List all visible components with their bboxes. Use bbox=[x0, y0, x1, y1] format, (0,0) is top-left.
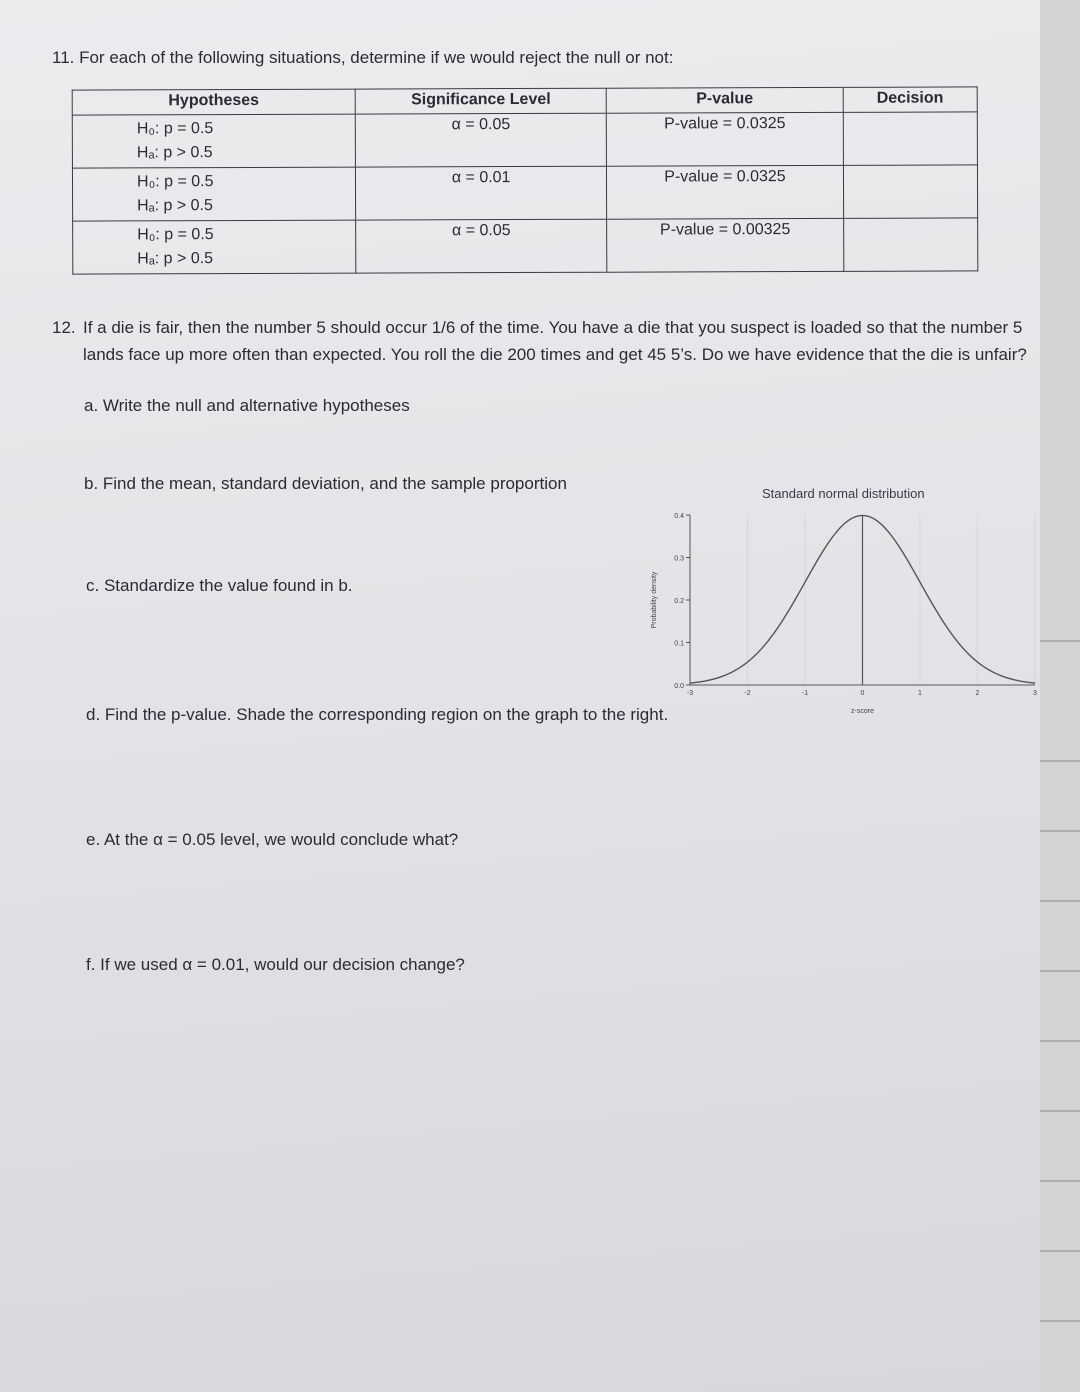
alt-hypothesis: Hₐ: p > 0.5 bbox=[136, 144, 213, 162]
x-tick-label: -3 bbox=[686, 690, 694, 697]
alt-hypothesis: Hₐ: p > 0.5 bbox=[137, 197, 213, 215]
edge-rule bbox=[1040, 1250, 1080, 1252]
edge-rule bbox=[1040, 1110, 1080, 1112]
normal-distribution-chart[interactable] bbox=[640, 500, 1050, 730]
part-f: f. If we used α = 0.01, would our decision change? bbox=[86, 955, 465, 974]
part-c: c. Standardize the value found in b. bbox=[86, 576, 353, 595]
header-pvalue: P-value bbox=[606, 87, 842, 113]
header-decision: Decision bbox=[843, 87, 977, 112]
y-axis-label: Probability density bbox=[651, 571, 658, 629]
hypotheses-cell bbox=[72, 167, 355, 221]
pvalue-cell: P-value = 0.00325 bbox=[607, 218, 844, 272]
y-tick-label: 0.4 bbox=[674, 513, 684, 520]
question-11-prompt: 11. For each of the following situations, determine if we would reject the null or not: bbox=[52, 48, 674, 67]
edge-rule bbox=[1040, 1320, 1080, 1322]
header-significance: Significance Level bbox=[355, 88, 606, 114]
part-a: a. Write the null and alternative hypotheses bbox=[84, 396, 410, 415]
edge-rule bbox=[1040, 1180, 1080, 1182]
alpha-cell: α = 0.05 bbox=[355, 113, 606, 167]
pvalue-cell: P-value = 0.0325 bbox=[607, 112, 844, 166]
decision-cell[interactable] bbox=[843, 165, 977, 218]
null-hypothesis: H₀: p = 0.5 bbox=[136, 173, 214, 191]
edge-rule bbox=[1040, 970, 1080, 972]
x-tick-label: -2 bbox=[744, 690, 751, 697]
decision-cell[interactable] bbox=[843, 218, 977, 271]
y-tick-label: 0.0 bbox=[674, 683, 684, 690]
chart-title: Standard normal distribution bbox=[762, 486, 925, 501]
table-header-row bbox=[72, 87, 977, 115]
alpha-cell: α = 0.01 bbox=[355, 166, 606, 220]
y-tick-label: 0.1 bbox=[674, 640, 684, 648]
hypotheses-cell bbox=[72, 114, 355, 168]
edge-rule bbox=[1040, 900, 1080, 902]
question-text: If a die is fair, then the number 5 should occur 1/6 of the time. You have a die that you suspect is loaded so that the number 5 lands face up more often than expected. You roll the die 200 times and get 45 5’s. Do we have evidence that the die is unfair? bbox=[83, 318, 1027, 364]
x-axis-label: z-score bbox=[851, 708, 874, 715]
part-d: d. Find the p-value. Shade the corresponding region on the graph to the right. bbox=[86, 705, 669, 724]
null-hypothesis: H₀: p = 0.5 bbox=[136, 120, 214, 138]
hypothesis-table bbox=[72, 86, 979, 274]
x-tick-label: 1 bbox=[918, 690, 922, 697]
table-row bbox=[72, 112, 977, 168]
x-tick-label: -1 bbox=[801, 690, 809, 697]
table-row bbox=[72, 165, 977, 221]
pvalue-cell: P-value = 0.0325 bbox=[607, 165, 844, 219]
header-hypotheses: Hypotheses bbox=[72, 89, 355, 115]
x-tick-label: 0 bbox=[860, 690, 865, 697]
question-12-prompt bbox=[52, 314, 1052, 368]
alt-hypothesis: Hₐ: p > 0.5 bbox=[137, 250, 214, 268]
edge-rule bbox=[1040, 760, 1080, 762]
edge-rule bbox=[1040, 830, 1080, 832]
question-number: 12. bbox=[52, 318, 76, 337]
x-tick-label: 3 bbox=[1033, 690, 1037, 697]
x-tick-label: 2 bbox=[975, 690, 980, 697]
decision-cell[interactable] bbox=[843, 112, 977, 165]
y-tick-label: 0.2 bbox=[674, 598, 684, 605]
part-b: b. Find the mean, standard deviation, and the sample proportion bbox=[84, 474, 567, 493]
hypotheses-cell bbox=[73, 220, 356, 274]
null-hypothesis: H₀: p = 0.5 bbox=[137, 226, 214, 244]
alpha-cell: α = 0.05 bbox=[356, 219, 607, 273]
y-tick-label: 0.3 bbox=[674, 555, 684, 563]
table-row bbox=[73, 218, 978, 274]
edge-rule bbox=[1040, 1040, 1080, 1042]
part-e: e. At the α = 0.05 level, we would conclude what? bbox=[86, 830, 459, 849]
